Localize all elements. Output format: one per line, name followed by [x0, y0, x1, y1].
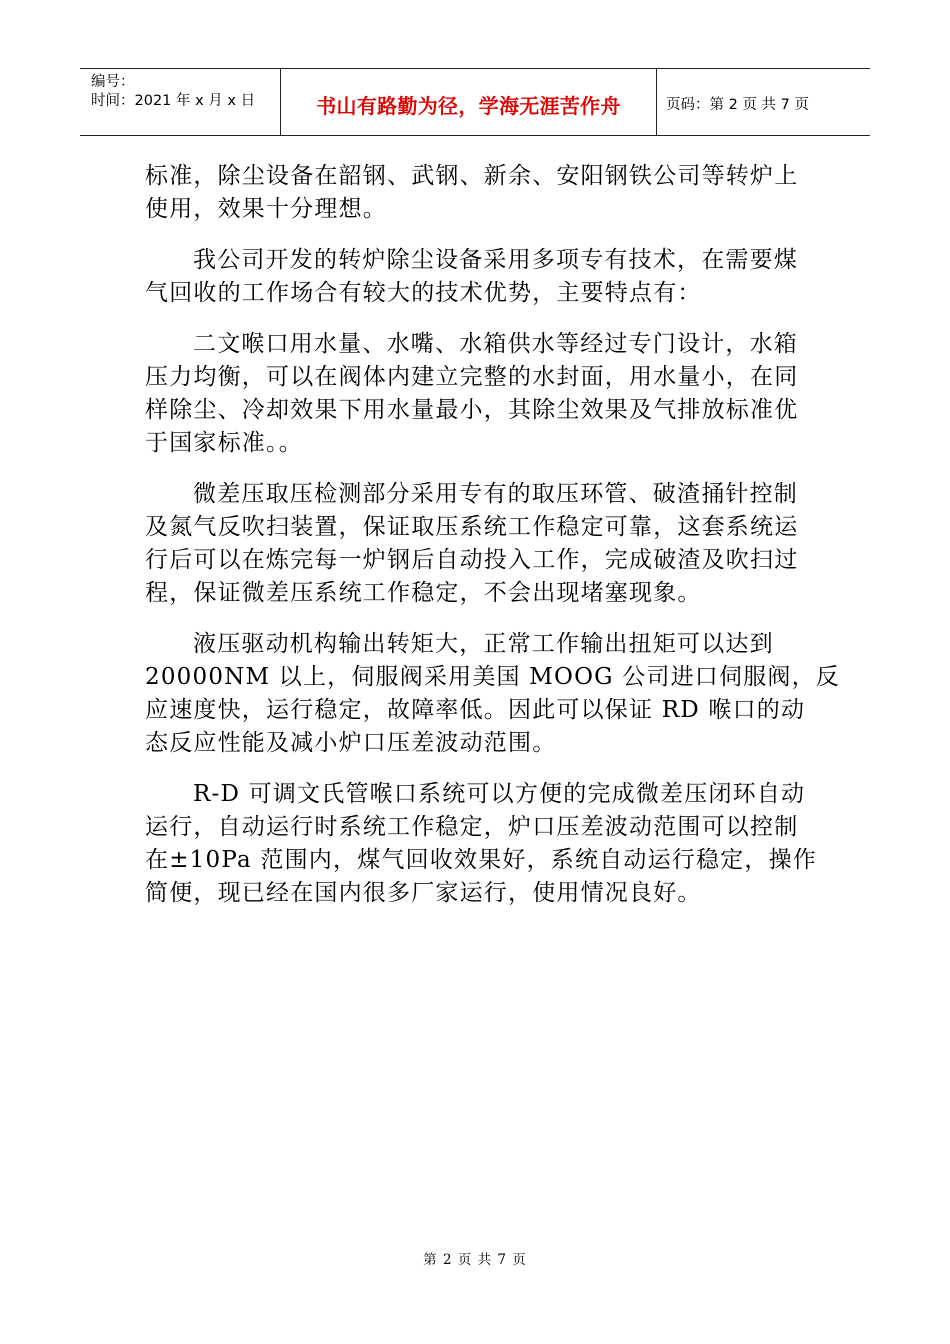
- text-line: 我公司开发的转炉除尘设备采用多项专有技术，在需要煤: [193, 247, 798, 273]
- text-line: 液压驱动机构输出转矩大，正常工作输出扭矩可以达到: [193, 631, 774, 657]
- document-body: [145, 160, 841, 928]
- text-line: 于国家标准。。: [145, 430, 303, 456]
- page-info: 页码：第 2 页 共 7 页: [666, 97, 809, 113]
- motto-text: 书山有路勤为径，学海无涯苦作舟: [316, 93, 621, 118]
- time-label: 时间：2021 年 x 月 x 日: [91, 93, 256, 109]
- header-meta-cell: [80, 69, 281, 135]
- text-line: R-D 可调文氏管喉口系统可以方便的完成微差压闭环自动: [193, 781, 806, 807]
- text-line: 二文喉口用水量、水嘴、水箱供水等经过专门设计，水箱: [193, 331, 798, 357]
- document-header: [80, 68, 870, 136]
- number-label: 编号：: [91, 74, 135, 90]
- text-line: 样除尘、冷却效果下用水量最小，其除尘效果及气排放标准优: [145, 397, 799, 423]
- text-line: 运行，自动运行时系统工作稳定，炉口压差波动范围可以控制: [145, 814, 799, 840]
- paragraph: [145, 778, 818, 910]
- paragraph: [145, 160, 807, 226]
- paragraph: [145, 628, 841, 760]
- text-line: 标准，除尘设备在韶钢、武钢、新余、安阳钢铁公司等转炉上: [145, 163, 799, 189]
- text-line: 微差压取压检测部分采用专有的取压环管、破渣捅针控制: [193, 481, 798, 507]
- text-line: 气回收的工作场合有较大的技术优势，主要特点有：: [145, 280, 702, 306]
- text-line: 压力均衡，可以在阀体内建立完整的水封面，用水量小，在同: [145, 364, 799, 390]
- header-page-cell: [657, 69, 870, 135]
- text-line: 程，保证微差压系统工作稳定，不会出现堵塞现象。: [145, 580, 702, 606]
- text-line: 行后可以在炼完每一炉钢后自动投入工作，完成破渣及吹扫过: [145, 547, 799, 573]
- text-line: 应速度快，运行稳定，故障率低。因此可以保证 RD 喉口的动: [145, 697, 806, 723]
- text-line: 在±10Pa 范围内，煤气回收效果好，系统自动运行稳定，操作: [145, 847, 818, 873]
- paragraph: [145, 478, 807, 610]
- footer-page-number: 第 2 页 共 7 页: [423, 1252, 527, 1268]
- text-line: 简便，现已经在国内很多厂家运行，使用情况良好。: [145, 880, 702, 906]
- text-line: 及氮气反吹扫装置，保证取压系统工作稳定可靠，这套系统运: [145, 514, 799, 540]
- page-footer: [0, 1248, 950, 1268]
- text-line: 20000NM 以上，伺服阀采用美国 MOOG 公司进口伺服阀，反: [145, 664, 841, 690]
- paragraph: [145, 328, 807, 460]
- paragraph: [145, 244, 807, 310]
- text-line: 态反应性能及减小炉口压差波动范围。: [145, 730, 557, 756]
- header-motto-cell: [281, 69, 657, 135]
- text-line: 使用，效果十分理想。: [145, 196, 387, 222]
